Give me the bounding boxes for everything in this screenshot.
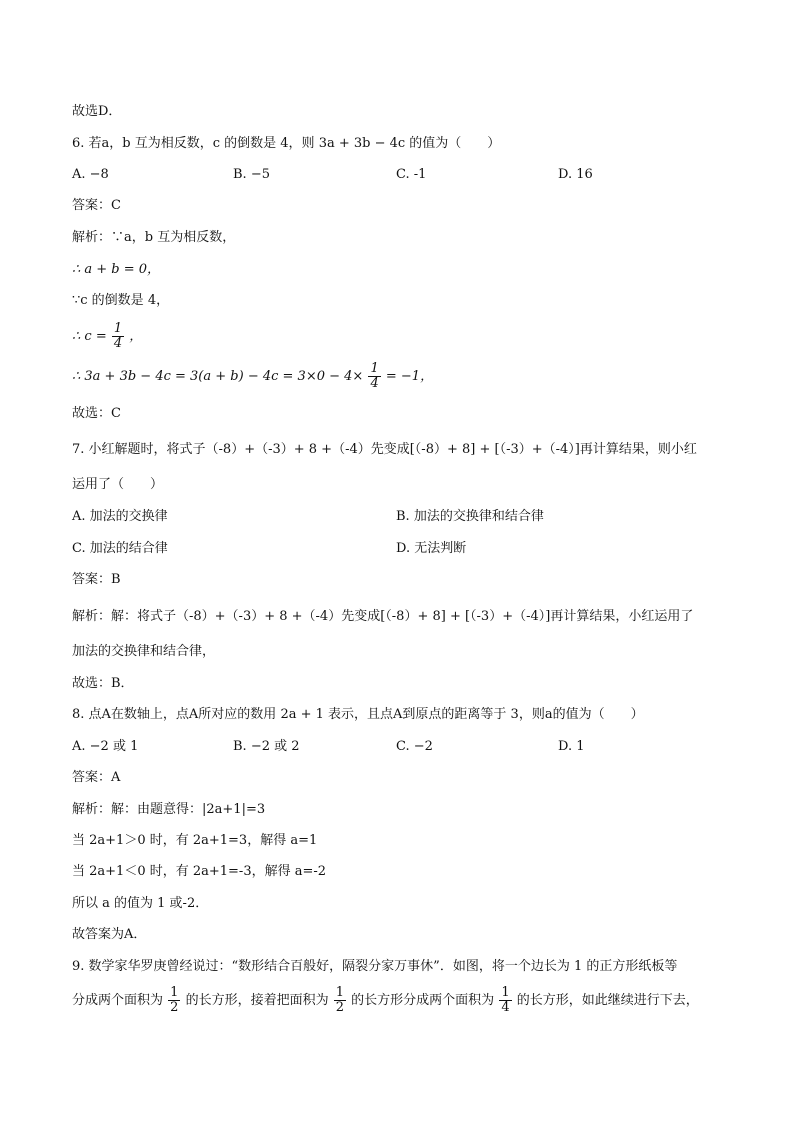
text-line: 故选：B． <box>72 676 134 691</box>
solution-line: 当 2a+1＜0 时，有 2a+1=-3，解得 a=-2 <box>72 864 327 879</box>
text-line: 故选D． <box>72 104 122 119</box>
text-line: 故答案为A． <box>72 927 147 942</box>
option-b: B. 加法的交换律和结合律 <box>396 509 544 524</box>
fraction-numerator: 1 <box>335 985 345 1000</box>
solution-line: ∴ a + b = 0， <box>72 262 161 277</box>
fraction <box>112 322 124 351</box>
equation-text: ， <box>129 329 143 344</box>
solution-line <box>72 322 142 351</box>
fraction-numerator: 1 <box>113 321 123 336</box>
answer: 答案：A <box>72 770 121 785</box>
answer: 答案：B <box>72 572 121 587</box>
option-c: C. −2 <box>396 739 433 754</box>
option-c: C. -1 <box>396 167 427 182</box>
solution-line: ∵c 的倒数是 4， <box>72 293 170 308</box>
question-9: 9. 数学家华罗庚曾经说过：“数形结合百般好，隔裂分家万事休”．如图，将一个边长为 1 的正方形纸板等 <box>72 959 678 974</box>
text-span: 分成两个面积为 <box>72 993 164 1008</box>
fraction-numerator: 1 <box>501 985 510 1000</box>
question-6: 6. 若a，b 互为相反数，c 的倒数是 4，则 3a + 3b − 4c 的值为（ ） <box>72 136 501 151</box>
option-d: D. 16 <box>558 167 593 182</box>
solution-line: 解析：解：由题意得：|2a+1|=3 <box>72 802 266 817</box>
question-9-cont <box>72 986 699 1015</box>
fraction <box>334 986 346 1015</box>
solution-line: 所以 a 的值为 1 或-2． <box>72 896 209 911</box>
option-b: B. −2 或 2 <box>233 739 300 754</box>
text-span: 的长方形，接着把面积为 <box>185 993 329 1008</box>
solution-line: 解析：解：将式子（-8）+（-3）+ 8 +（-4）先变成[（-8）+ 8] + [（-3）+（-4）]再计算结果，小红运用了 <box>72 609 694 624</box>
option-d: D. 1 <box>558 739 585 754</box>
option-a: A. −8 <box>72 167 109 182</box>
option-b: B. −5 <box>233 167 270 182</box>
fraction <box>168 986 180 1015</box>
fraction <box>499 986 511 1015</box>
text-line: 故选：C <box>72 406 121 421</box>
equation-text: ∴ c = <box>72 329 107 344</box>
equation-text: = −1， <box>385 369 434 384</box>
option-a: A. −2 或 1 <box>72 739 139 754</box>
solution-line: 加法的交换律和结合律， <box>72 644 216 659</box>
option-d: D. 无法判断 <box>396 541 467 556</box>
question-8: 8. 点A在数轴上，点A所对应的数用 2a + 1 表示，且点A到原点的距离等于 3，则a的值为（ ） <box>72 707 644 722</box>
option-c: C. 加法的结合律 <box>72 541 168 556</box>
fraction-denominator: 4 <box>501 1000 510 1015</box>
fraction-numerator: 1 <box>170 985 179 1000</box>
fraction-denominator: 4 <box>113 336 123 351</box>
question-7: 7. 小红解题时，将式子（-8）+（-3）+ 8 +（-4）先变成[（-8）+ 8] + [（-3）+（-4）]再计算结果，则小红 <box>72 442 697 457</box>
answer: 答案：C <box>72 198 121 213</box>
fraction-denominator: 2 <box>335 1000 345 1015</box>
option-a: A. 加法的交换律 <box>72 509 168 524</box>
fraction <box>368 362 380 391</box>
text-span: 的长方形分成两个面积为 <box>351 993 495 1008</box>
equation-text: ∴ 3a + 3b − 4c = 3(a + b) − 4c = 3×0 − 4× <box>72 369 364 384</box>
text-span: 的长方形，如此继续进行下去， <box>516 993 699 1008</box>
solution-line: 当 2a+1＞0 时，有 2a+1=3，解得 a=1 <box>72 833 318 848</box>
fraction-denominator: 2 <box>170 1000 179 1015</box>
fraction-numerator: 1 <box>370 361 379 376</box>
solution-line: 解析：∵a，b 互为相反数， <box>72 230 236 245</box>
fraction-denominator: 4 <box>370 376 379 391</box>
question-7-cont: 运用了（ ） <box>72 477 164 492</box>
solution-line <box>72 362 433 391</box>
